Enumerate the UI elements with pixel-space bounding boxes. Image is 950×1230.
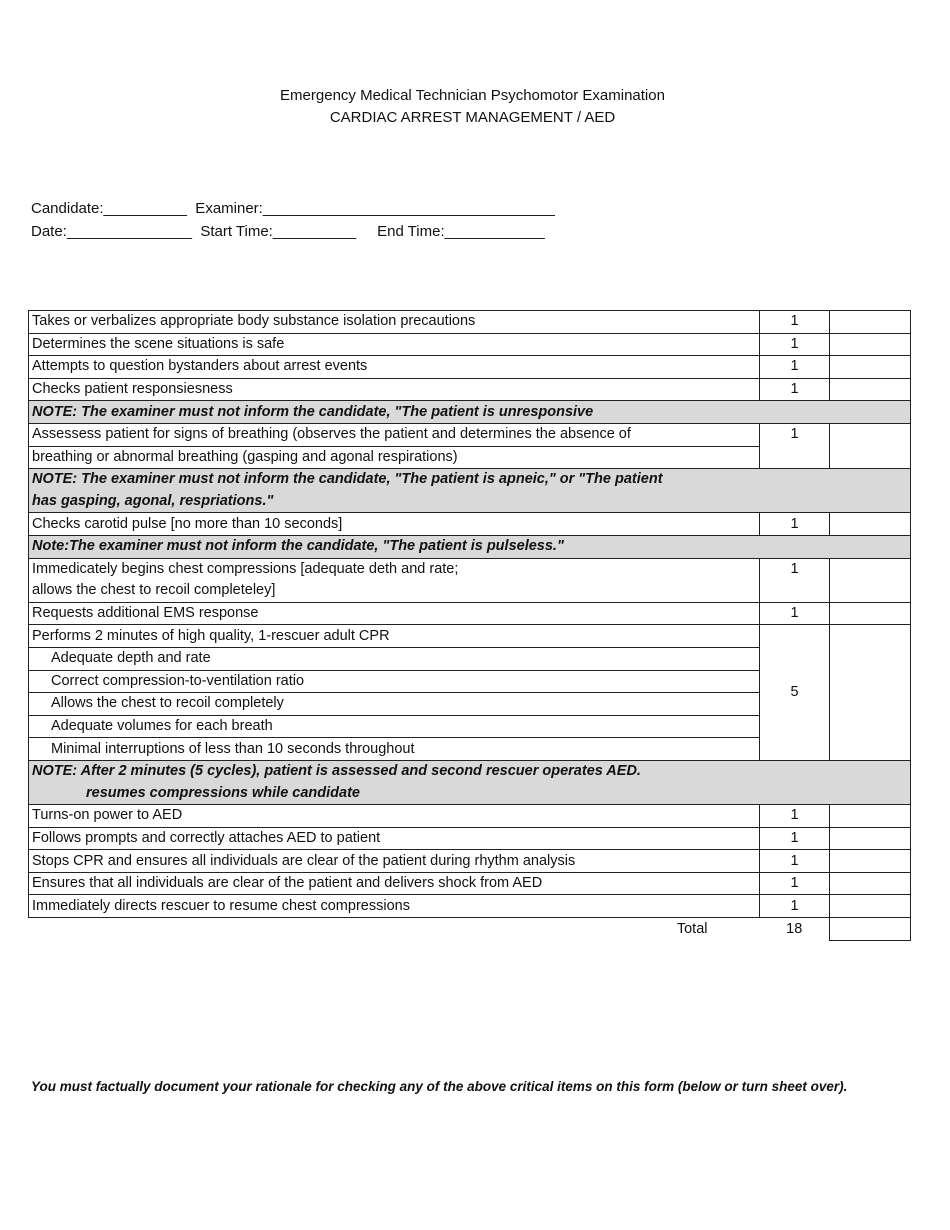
score-cell[interactable] bbox=[830, 850, 911, 873]
score-cell[interactable] bbox=[830, 558, 911, 602]
possible-points: 1 bbox=[760, 378, 830, 401]
step-text: Assessess patient for signs of breathing (observes the patient and determines the absence of bbox=[29, 423, 760, 446]
note-row bbox=[29, 535, 911, 558]
note-row bbox=[29, 469, 911, 491]
score-cell[interactable] bbox=[830, 423, 911, 468]
cpr-criterion: Allows the chest to recoil completely bbox=[29, 693, 760, 716]
documentation-instruction: You must factually document your rationale for checking any of the above critical items on this form (below or turn sheet over). bbox=[31, 1079, 848, 1094]
table-row bbox=[29, 378, 911, 401]
score-cell[interactable] bbox=[830, 872, 911, 895]
table-row bbox=[29, 805, 911, 828]
step-text-continued: breathing or abnormal breathing (gasping and agonal respirations) bbox=[29, 446, 760, 469]
cpr-criterion: Adequate volumes for each breath bbox=[29, 715, 760, 738]
cpr-criterion: Correct compression-to-ventilation ratio bbox=[29, 670, 760, 693]
form-title: Emergency Medical Technician Psychomotor Examination bbox=[280, 87, 665, 104]
step-text: Requests additional EMS response bbox=[29, 602, 760, 625]
examiner-note: NOTE: The examiner must not inform the candidate, "The patient is unresponsive bbox=[29, 401, 911, 424]
score-cell[interactable] bbox=[830, 602, 911, 625]
possible-points: 1 bbox=[760, 602, 830, 625]
note-row bbox=[29, 491, 911, 513]
table-row bbox=[29, 872, 911, 895]
step-text: Checks carotid pulse [no more than 10 seconds] bbox=[29, 513, 760, 536]
possible-points: 1 bbox=[760, 895, 830, 918]
total-label: Total bbox=[676, 920, 708, 937]
score-cell[interactable] bbox=[830, 356, 911, 379]
possible-points: 1 bbox=[760, 311, 830, 334]
total-points: 18 bbox=[786, 920, 803, 937]
score-cell[interactable] bbox=[830, 625, 911, 761]
total-row bbox=[29, 918, 911, 941]
examiner-note: Note:The examiner must not inform the candidate, "The patient is pulseless." bbox=[29, 535, 911, 558]
step-text: Determines the scene situations is safe bbox=[29, 333, 760, 356]
possible-points: 5 bbox=[760, 625, 830, 761]
step-text: Turns-on power to AED bbox=[29, 805, 760, 828]
step-text: Ensures that all individuals are clear of the patient and delivers shock from AED bbox=[29, 872, 760, 895]
possible-points: 1 bbox=[760, 827, 830, 850]
score-cell[interactable] bbox=[830, 895, 911, 918]
note-row bbox=[29, 401, 911, 424]
step-text: Performs 2 minutes of high quality, 1-rescuer adult CPR bbox=[29, 625, 760, 648]
table-row bbox=[29, 423, 911, 446]
table-row bbox=[29, 602, 911, 625]
skills-checklist-table bbox=[28, 310, 911, 941]
possible-points: 1 bbox=[760, 423, 830, 468]
table-row bbox=[29, 625, 911, 648]
score-cell[interactable] bbox=[830, 333, 911, 356]
table-row bbox=[29, 850, 911, 873]
examiner-note-continued: has gasping, agonal, respriations." bbox=[29, 491, 911, 513]
possible-points: 1 bbox=[760, 872, 830, 895]
score-cell[interactable] bbox=[830, 378, 911, 401]
score-cell[interactable] bbox=[830, 311, 911, 334]
table-row bbox=[29, 356, 911, 379]
possible-points: 1 bbox=[760, 850, 830, 873]
possible-points: 1 bbox=[760, 333, 830, 356]
table-row bbox=[29, 895, 911, 918]
form-subtitle: CARDIAC ARREST MANAGEMENT / AED bbox=[329, 109, 616, 126]
step-text: Checks patient responsiesness bbox=[29, 378, 760, 401]
table-row bbox=[29, 513, 911, 536]
candidate-examiner-line: Candidate:__________ Examiner:___________________________________ bbox=[31, 200, 555, 217]
step-text: Follows prompts and correctly attaches AED to patient bbox=[29, 827, 760, 850]
possible-points: 1 bbox=[760, 356, 830, 379]
step-text: Attempts to question bystanders about arrest events bbox=[29, 356, 760, 379]
step-text: Stops CPR and ensures all individuals are clear of the patient during rhythm analysis bbox=[29, 850, 760, 873]
step-text: Immediately directs rescuer to resume chest compressions bbox=[29, 895, 760, 918]
total-score-cell[interactable] bbox=[830, 918, 911, 941]
note-row bbox=[29, 760, 911, 782]
score-cell[interactable] bbox=[830, 827, 911, 850]
possible-points: 1 bbox=[760, 805, 830, 828]
table-row bbox=[29, 827, 911, 850]
table-row bbox=[29, 558, 911, 580]
possible-points: 1 bbox=[760, 558, 830, 602]
cpr-criterion: Adequate depth and rate bbox=[29, 647, 760, 670]
cpr-criterion: Minimal interruptions of less than 10 seconds throughout bbox=[29, 738, 760, 761]
step-text: Takes or verbalizes appropriate body substance isolation precautions bbox=[29, 311, 760, 334]
possible-points: 1 bbox=[760, 513, 830, 536]
step-text: Immedicately begins chest compressions [adequate deth and rate; bbox=[29, 558, 760, 580]
note-row bbox=[29, 782, 911, 804]
examiner-note: NOTE: After 2 minutes (5 cycles), patient is assessed and second rescuer operates AED. bbox=[29, 760, 911, 782]
table-row bbox=[29, 311, 911, 334]
examiner-note-continued: resumes compressions while candidate bbox=[29, 782, 911, 804]
date-time-line: Date:_______________ Start Time:__________ End Time:____________ bbox=[31, 223, 545, 240]
step-text-continued: allows the chest to recoil completeley] bbox=[29, 580, 760, 602]
score-cell[interactable] bbox=[830, 513, 911, 536]
table-row bbox=[29, 333, 911, 356]
examiner-note: NOTE: The examiner must not inform the candidate, "The patient is apneic," or "The patient bbox=[29, 469, 911, 491]
score-cell[interactable] bbox=[830, 805, 911, 828]
